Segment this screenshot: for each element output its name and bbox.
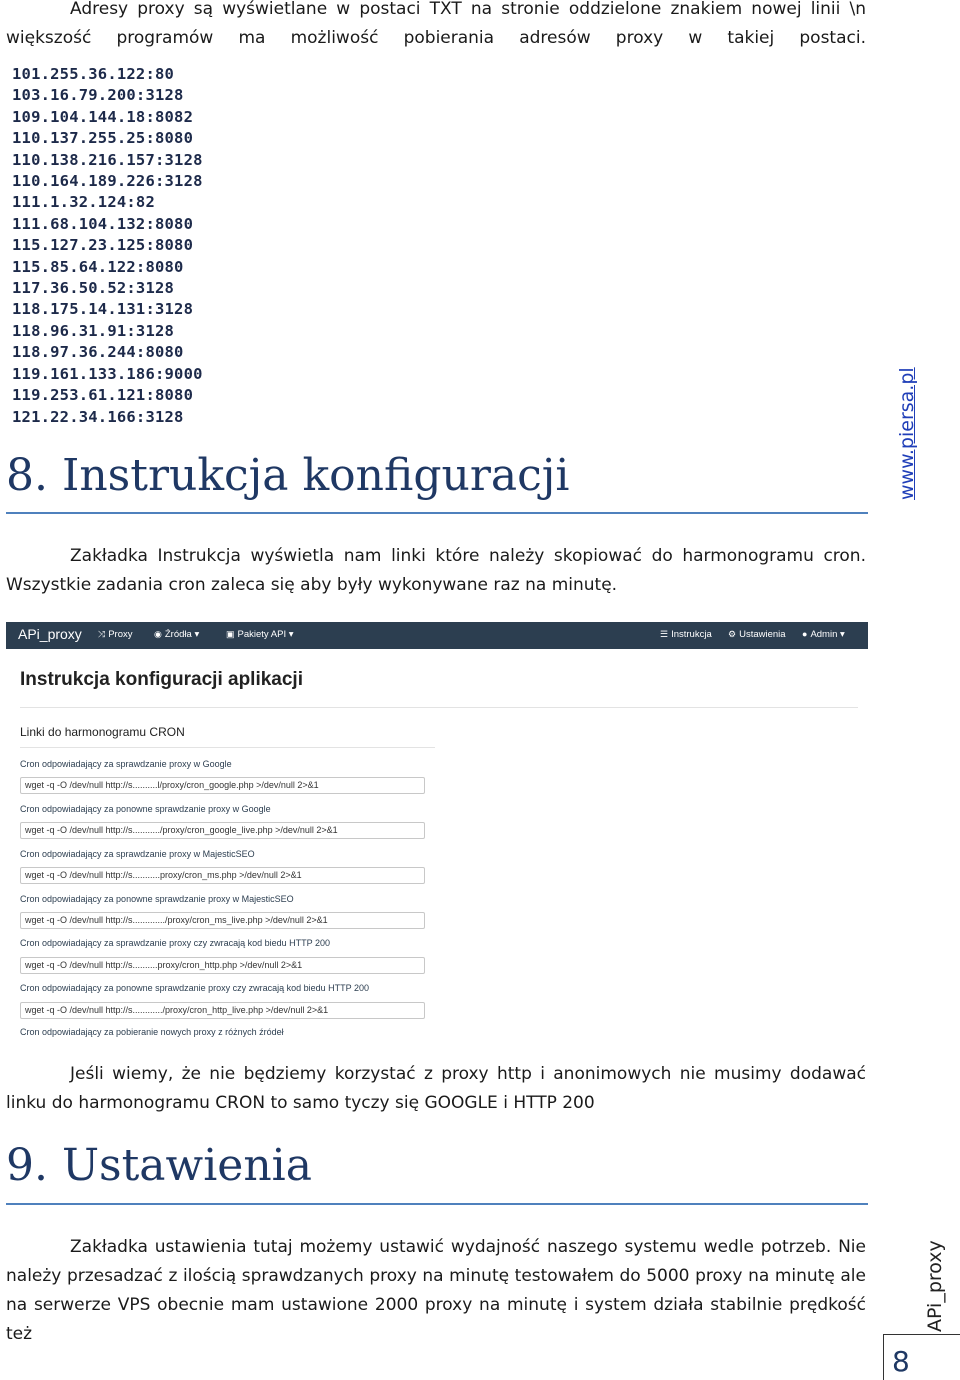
proxy-entry: 118.97.36.244:8080 <box>12 343 184 362</box>
page-title: Instrukcja konfiguracji aplikacji <box>20 669 303 690</box>
section-9-heading: 9. Ustawienia <box>6 1140 312 1191</box>
proxy-entry: 115.127.23.125:8080 <box>12 236 194 255</box>
footer-rule-horizontal <box>883 1334 960 1335</box>
cron-label: Cron odpowiadający za ponowne sprawdzanie proxy w MajesticSEO <box>20 894 294 904</box>
proxy-entry: 103.16.79.200:3128 <box>12 86 184 105</box>
cron-command-field[interactable]: wget -q -O /dev/null http://s..........l/proxy/cron_google.php >/dev/null 2>&1 <box>20 777 425 794</box>
proxy-entry: 101.255.36.122:80 <box>12 65 175 83</box>
proxy-entry: 110.137.255.25:8080 <box>12 129 194 148</box>
note-line-2: linku do harmonogramu CRON to samo tyczy się GOOGLE i HTTP 200 <box>6 1093 595 1113</box>
cron-links-subtitle: Linki do harmonogramu CRON <box>20 725 185 739</box>
proxy-list <box>12 64 252 428</box>
caret-down-icon: ▾ <box>840 629 845 640</box>
cron-command-field[interactable]: wget -q -O /dev/null http://s............./proxy/cron_ms_live.php >/dev/null 2>&1 <box>20 912 425 929</box>
list-icon: ☰ <box>660 629 669 639</box>
nav-admin-label: Admin <box>810 629 838 640</box>
navbar <box>6 622 868 649</box>
proxy-entry: 118.96.31.91:3128 <box>12 321 175 340</box>
app-screenshot <box>6 622 868 1038</box>
nav-proxy-label: Proxy <box>108 629 133 640</box>
cron-label: Cron odpowiadający za pobieranie nowych proxy z różnych źródeł <box>20 1027 284 1037</box>
cron-command-field[interactable]: wget -q -O /dev/null http://s............/proxy/cron_http_live.php >/dev/null 2>&1 <box>20 1002 425 1019</box>
proxy-entry: 119.161.133.186:9000 <box>12 364 203 383</box>
nav-zrodla[interactable] <box>154 629 199 640</box>
cron-label: Cron odpowiadający za sprawdzanie proxy w MajesticSEO <box>20 849 255 859</box>
section-8-line-2: Wszystkie zadania cron zaleca się aby były wykonywane raz na minutę. <box>6 575 618 595</box>
cron-label: Cron odpowiadający za ponowne sprawdzanie proxy w Google <box>20 804 271 814</box>
proxy-entry: 111.68.104.132:8080 <box>12 214 194 233</box>
proxy-entry: 119.253.61.121:8080 <box>12 386 194 405</box>
cron-label: Cron odpowiadający za ponowne sprawdzanie proxy czy zwracają kod biedu HTTP 200 <box>20 983 370 993</box>
nav-ustawienia[interactable] <box>728 629 786 640</box>
nav-ustawienia-label: Ustawienia <box>739 629 786 640</box>
cron-command-field[interactable]: wget -q -O /dev/null http://s...........proxy/cron_ms.php >/dev/null 2>&1 <box>20 867 425 884</box>
proxy-entry: 110.164.189.226:3128 <box>12 172 203 191</box>
site-link[interactable]: www.piersa.pl <box>896 367 918 500</box>
nav-pakiety-label: Pakiety API <box>237 629 287 640</box>
proxy-entry: 111.1.32.124:82 <box>12 193 155 212</box>
section-8-rule <box>6 512 868 514</box>
nav-instrukcja-label: Instrukcja <box>671 629 712 640</box>
footer-doc-name-container <box>922 1240 952 1332</box>
proxy-entry: 115.85.64.122:8080 <box>12 257 184 276</box>
section-8-line-1: Zakładka Instrukcja wyświetla nam linki które należy skopiować do harmonogramu cron. <box>70 546 866 566</box>
intro-line-2: większość programów ma możliwość pobierania adresów proxy w takiej postaci. <box>6 28 866 48</box>
user-icon: ● <box>802 629 808 639</box>
section-9-line-3: na serwerze VPS obecnie mam ustawione 2000 proxy na minutę i system działa stabilnie prędkość też <box>6 1295 866 1344</box>
nav-admin[interactable] <box>802 629 845 640</box>
caret-down-icon: ▾ <box>288 629 294 640</box>
nav-pakiety[interactable] <box>226 629 294 640</box>
cron-command-field[interactable]: wget -q -O /dev/null http://s..........proxy/cron_http.php >/dev/null 2>&1 <box>20 957 425 974</box>
gear-icon: ⚙ <box>728 629 737 639</box>
page-number: 8 <box>892 1345 910 1378</box>
section-9-line-2: należy przesadzać z ilością sprawdzanych proxy na minutę testowałem do 5000 proxy na minutę ale <box>6 1266 866 1286</box>
proxy-entry: 121.22.34.166:3128 <box>12 407 184 426</box>
target-icon: ◉ <box>154 629 162 639</box>
section-9-rule <box>6 1203 868 1205</box>
cron-label: Cron odpowiadający za sprawdzanie proxy czy zwracają kod biedu HTTP 200 <box>20 938 330 948</box>
proxy-entry: 109.104.144.18:8082 <box>12 107 194 126</box>
footer-doc-name: APi_proxy <box>924 1240 946 1332</box>
side-link-container <box>894 367 922 500</box>
title-divider <box>20 707 858 708</box>
section-9-line-1: Zakładka ustawienia tutaj możemy ustawić wydajność naszego systemu wedle potrzeb. Nie <box>70 1237 866 1257</box>
proxy-entry: 110.138.216.157:3128 <box>12 150 203 169</box>
footer-rule-vertical <box>883 1334 884 1380</box>
proxy-entry: 117.36.50.52:3128 <box>12 279 175 298</box>
cron-command-field[interactable]: wget -q -O /dev/null http://s.........../proxy/cron_google_live.php >/dev/null 2>&1 <box>20 822 425 839</box>
subtitle-divider <box>20 747 435 748</box>
cron-label: Cron odpowiadający za sprawdzanie proxy w Google <box>20 759 232 769</box>
nav-instrukcja[interactable] <box>660 629 712 640</box>
shuffle-icon: ⤨ <box>98 629 106 639</box>
package-icon: ▣ <box>226 629 235 639</box>
nav-proxy[interactable] <box>98 629 133 640</box>
brand-link[interactable]: APi_proxy <box>18 626 82 642</box>
caret-down-icon: ▾ <box>194 629 200 640</box>
intro-line-1: Adresy proxy są wyświetlane w postaci TXT na stronie oddzielone znakiem nowej linii \n <box>70 0 866 19</box>
section-8-heading: 8. Instrukcja konfiguracji <box>6 450 570 501</box>
proxy-entry: 118.175.14.131:3128 <box>12 300 194 319</box>
nav-zrodla-label: Źródła <box>164 629 192 640</box>
note-line-1: Jeśli wiemy, że nie będziemy korzystać z proxy http i anonimowych nie musimy dodawać <box>70 1064 866 1084</box>
